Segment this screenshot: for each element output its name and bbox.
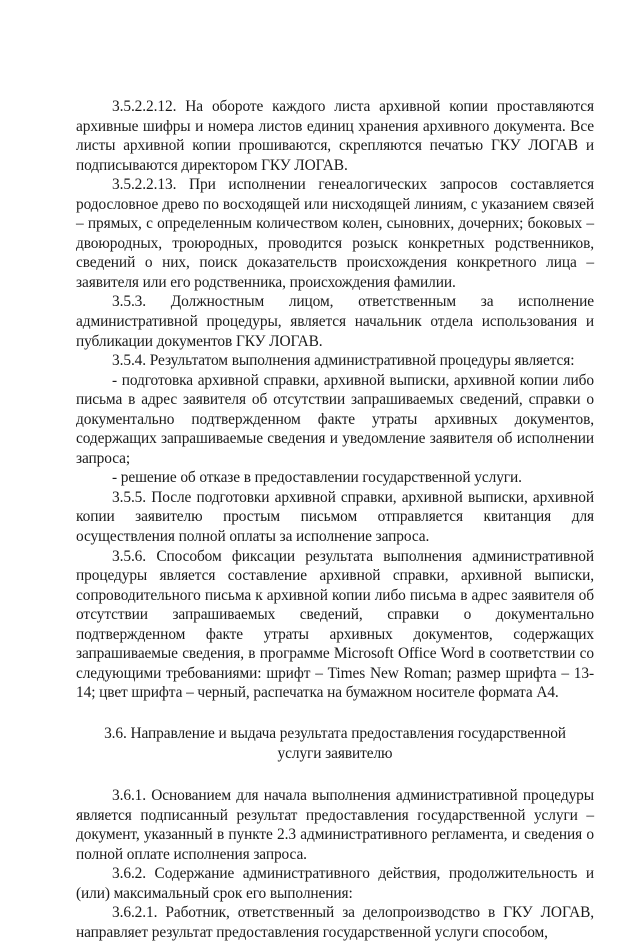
paragraph-3-5-2-2-13: 3.5.2.2.13. При исполнении генеалогических запросов составляется родословное древо по восходящей или нисходящей линиям, с указанием связей – прямых, с определенным количеством колен, сыновних, дочерних; боковых – двоюродных, троюродных, проводится розыск конкретных родственников, сведений о них, поиск доказательств происхождения конкретного лица – заявителя или его родственника, происхождения фамилии. — [76, 176, 594, 291]
paragraph-3-5-4-item-b: - решение об отказе в предоставлении государственной услуги. — [112, 469, 522, 487]
document-body — [76, 97, 594, 942]
paragraph-3-6-1: 3.6.1. Основанием для начала выполнения административной процедуры является подписанный результат предоставления государственной услуги – документ, указанный в пункте 2.3 административного регламента, и сведения о полной оплате исполнения запроса. — [76, 787, 594, 863]
paragraph-3-5-4-item-a: - подготовка архивной справки, архивной выписки, архивной копии либо письма в адрес заявителя об отсутствии запрашиваемых сведений, справки о документально подтвержденном факте утраты архивных документов, содержащих запрашиваемые сведения и уведомление заявителя об исполнении запроса; — [76, 371, 594, 467]
spacer — [76, 763, 594, 786]
spacer — [76, 703, 594, 724]
paragraph-3-6-2: 3.6.2. Содержание административного действия, продолжительность и (или) максимальный срок его выполнения: — [76, 865, 594, 902]
section-heading-3-6: 3.6. Направление и выдача результата предоставления государственной услуги заявителю — [104, 724, 566, 762]
paragraph-3-5-4: 3.5.4. Результатом выполнения административной процедуры является: — [112, 352, 575, 370]
paragraph-3-5-6: 3.5.6. Способом фиксации результата выполнения административной процедуры является составление архивной справки, архивной выписки, сопроводительного письма к архивной копии либо письма в адрес заявителя об отсутствии запрашиваемых сведений, справки о документально подтвержденном факте утраты архивных документов, содержащих запрашиваемые сведения, в программе Microsoft Office Word в соответствии со следующими требованиями: шрифт – Times New Roman; размер шрифта – 13-14; цвет шрифта – черный, распечатка на бумажном носителе формата А4. — [76, 547, 594, 702]
paragraph-3-6-2-1: 3.6.2.1. Работник, ответственный за делопроизводство в ГКУ ЛОГАВ, направляет результат предоставления государственной услуги способом, — [76, 904, 594, 941]
paragraph-3-5-5: 3.5.5. После подготовки архивной справки, архивной выписки, архивной копии заявителю простым письмом отправляется квитанция для осуществления полной оплаты за исполнение запроса. — [76, 488, 594, 546]
paragraph-3-5-2-2-12: 3.5.2.2.12. На обороте каждого листа архивной копии проставляются архивные шифры и номера листов единиц хранения архивного документа. Все листы архивной копии прошиваются, скрепляются печатью ГКУ ЛОГАВ и подписываются директором ГКУ ЛОГАВ. — [76, 98, 594, 174]
paragraph-3-5-3: 3.5.3. Должностным лицом, ответственным за исполнение административной процедуры, является начальник отдела использования и публикации документов ГКУ ЛОГАВ. — [76, 293, 594, 350]
